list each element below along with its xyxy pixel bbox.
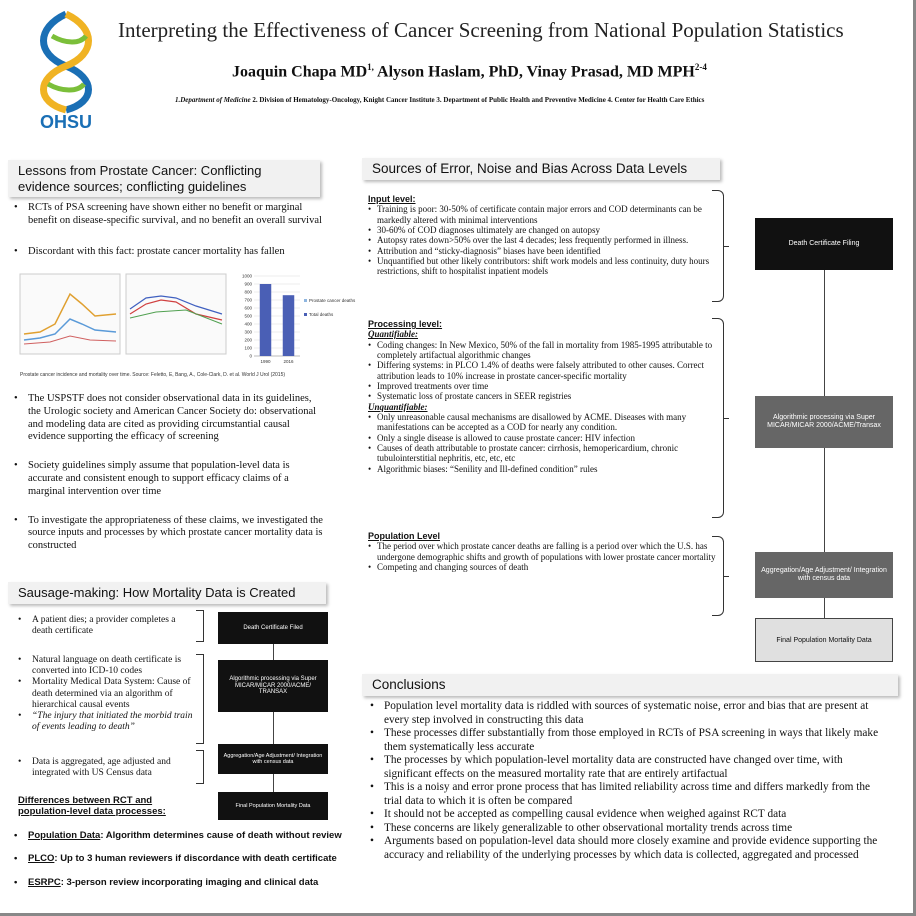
list-item: • Differing systems: in PLCO 1.4% of deaths were falsely attributed to other causes. Correct attribution leads to 10% increase in prostate cancer-specific mortality xyxy=(368,360,718,381)
list-item: • Unquantified but other likely contributors: shift work models and less continuity, duty hours restrictions, shift to hospitalist inpatient models xyxy=(368,256,718,277)
list-item xyxy=(14,853,354,864)
list-item: • Population level mortality data is riddled with sources of systematic noise, error and bias that are present at every step involved in constructing this data xyxy=(370,700,890,727)
poster-title: Interpreting the Effectiveness of Cancer Screening from National Population Statistics xyxy=(118,18,844,42)
y-tick-label: 100 xyxy=(244,345,252,351)
flow-arrow xyxy=(273,644,274,660)
list-item: • Training is poor: 30-50% of certificate contain major errors and COD determinants can be markedly altered with minimal interventions xyxy=(368,204,718,225)
flow-arrow xyxy=(273,712,274,744)
quantifiable-list xyxy=(368,340,718,402)
x-tick-label: 2016 xyxy=(283,359,294,364)
bar-total-deaths xyxy=(283,295,295,356)
quantifiable-label: Quantifiable: xyxy=(368,329,419,340)
y-tick-label: 500 xyxy=(244,313,252,319)
population-level-title: Population Level xyxy=(368,531,441,541)
author-2-sup: 2-4 xyxy=(694,62,707,72)
unquantifiable-label: Unquantifiable: xyxy=(368,401,428,412)
legend-swatch xyxy=(304,299,307,302)
list-item xyxy=(14,877,354,888)
flow-box-aggregation: Aggregation/Age Adjustment/ Integration with census data xyxy=(218,744,328,774)
list-item xyxy=(14,830,354,841)
bracket-processing xyxy=(712,318,724,518)
y-tick-label: 600 xyxy=(244,305,252,311)
diff-text: : 3-person review incorporating imaging and clinical data xyxy=(60,876,319,888)
flow-arrow xyxy=(824,270,825,396)
legend-label: Total deaths xyxy=(309,312,334,317)
flow-arrow xyxy=(273,774,274,792)
bar-chart xyxy=(230,270,356,370)
list-item: • These concerns are likely generalizable to other observational mortality trends across time xyxy=(370,822,890,836)
sources-heading: Sources of Error, Noise and Bias Across Data Levels xyxy=(362,158,720,180)
unquantifiable-list xyxy=(368,412,718,474)
author-line xyxy=(232,62,707,81)
author-2: Alyson Haslam, PhD, Vinay Prasad, MD MPH xyxy=(377,63,695,81)
list-item: • Discordant with this fact: prostate cancer mortality has fallen xyxy=(14,246,324,259)
incidence-line-chart xyxy=(20,274,120,354)
y-tick-label: 900 xyxy=(244,281,252,287)
list-item: • The processes by which population-level mortality data are constructed have changed over time, with significant effects on the measured mortality rate that are entirely artifactual xyxy=(370,754,890,781)
processing-level-title: Processing level: xyxy=(368,319,443,329)
list-item: • Competing and changing sources of death xyxy=(368,562,718,572)
list-item: • It should not be accepted as compelling causal evidence when weighed against RCT data xyxy=(370,808,890,822)
differences-list xyxy=(14,830,354,900)
conclusions-list xyxy=(370,700,890,863)
bracket-2 xyxy=(196,654,204,744)
flow-box-final: Final Population Mortality Data xyxy=(218,792,328,820)
y-tick-label: 1000 xyxy=(241,273,252,279)
list-item: • Society guidelines simply assume that population-level data is accurate and consistent enough to support efficacy claims of a marginal intervention over time xyxy=(14,460,324,498)
flow-box-death-certificate: Death Certificate Filed xyxy=(218,612,328,644)
y-tick-label: 0 xyxy=(249,353,252,359)
differences-title: Differences between RCT and population-level data processes: xyxy=(18,795,166,818)
y-tick-label: 400 xyxy=(244,321,252,327)
bracket-1 xyxy=(196,610,204,642)
list-item: • Arguments based on population-level data should more closely examine and provide evidence supporting the accuracy and reliability of the underlying processes by which data is collected, aggregated and processed xyxy=(370,835,890,862)
diff-text: : Algorithm determines cause of death without review xyxy=(100,830,342,841)
list-item: • Mortality Medical Data System: Cause of death determined via an algorithm of hierarchical causal events xyxy=(18,677,196,711)
flow-group-1 xyxy=(18,615,196,637)
source-box-aggregation: Aggregation/Age Adjustment/ Integration with census data xyxy=(755,552,893,598)
mortality-line-chart xyxy=(126,274,226,354)
chart-area xyxy=(20,270,356,375)
y-tick-label: 800 xyxy=(244,289,252,295)
affiliations xyxy=(175,96,704,104)
list-item: • 30-60% of COD diagnoses ultimately are changed on autopsy xyxy=(368,225,718,235)
flow-arrow xyxy=(824,448,825,552)
sausage-heading: Sausage-making: How Mortality Data is Created xyxy=(8,582,326,604)
list-item: • Only unreasonable causal mechanisms are disallowed by ACME. Diseases with many manifestations can be accepted as a COD for nearly any condition. xyxy=(368,412,718,433)
list-item: • The USPSTF does not consider observational data in its guidelines, the Urologic society and American Cancer Society do: observational and modeling data are cited as providing circumstantial causal evidence supporting the efficacy of screening xyxy=(14,393,324,444)
y-tick-label: 200 xyxy=(244,337,252,343)
list-item: • Data is aggregated, age adjusted and integrated with US Census data xyxy=(18,757,196,779)
list-item: • A patient dies; a provider completes a death certificate xyxy=(18,615,196,637)
chart-caption: Prostate cancer incidence and mortality over time. Source: Feletto, E, Bang, A., Cole-Clark, D. et al. World J Urol (2015) xyxy=(20,372,286,378)
list-item: • These processes differ substantially from those employed in RCTs of PSA screening in ways that likely make them systematically less accurate xyxy=(370,727,890,754)
list-item: • Coding changes: In New Mexico, 50% of the fall in mortality from 1985-1995 attributable to completely artifactual algorithmic changes xyxy=(368,340,718,361)
flow-arrow xyxy=(824,598,825,618)
population-list xyxy=(368,541,718,572)
list-item-quote: • “The injury that initiated the morbid train of events leading to death” xyxy=(18,711,196,733)
flow-box-algorithmic: Algorithmic processing via Super MICAR/MICAR 2000/ACME/ TRANSAX xyxy=(218,660,328,712)
flow-group-3 xyxy=(18,757,196,779)
list-item: • Natural language on death certificate is converted into ICD-10 codes xyxy=(18,655,196,677)
input-level-title: Input level: xyxy=(368,194,416,204)
bracket-3 xyxy=(196,750,204,784)
lessons-list-2 xyxy=(14,393,324,553)
affiliation-rest: 2. Division of Hematology-Oncology, Knight Cancer Institute 3. Department of Public Health and Preventive Medicine 4. Center for Health Care Ethics xyxy=(250,96,705,104)
list-item: • Algorithmic biases: “Senility and Ill-defined condition” rules xyxy=(368,464,718,474)
list-item: • RCTs of PSA screening have shown either no benefit or marginal benefit on disease-specific survival, and no benefit an overall survival xyxy=(14,202,324,228)
population-level xyxy=(368,531,718,572)
diff-label: PLCO xyxy=(28,853,55,865)
bracket-input xyxy=(712,190,724,302)
y-tick-label: 700 xyxy=(244,297,252,303)
list-item: • This is a noisy and error prone process that has limited reliability across time and differs markedly from the trial data to which it is often be compared xyxy=(370,781,890,808)
input-level xyxy=(368,194,718,277)
list-item: • Improved treatments over time xyxy=(368,381,718,391)
legend-label: Prostate cancer deaths xyxy=(309,298,356,303)
source-box-algorithmic: Algorithmic processing via Super MICAR/MICAR 2000/ACME/Transax xyxy=(755,396,893,448)
y-tick-label: 300 xyxy=(244,329,252,335)
diff-label: ESRPC xyxy=(28,876,61,888)
helix-icon xyxy=(22,6,110,132)
list-item: • Autopsy rates down>50% over the last 4 decades; less frequently performed in illness. xyxy=(368,235,718,245)
author-1: Joaquin Chapa MD xyxy=(232,63,368,81)
legend-swatch xyxy=(304,313,307,316)
list-item: • The period over which prostate cancer deaths are falling is a period over which the U.S. has undergone demographic shifts and growth of populations with lower prostate cancer mortality xyxy=(368,541,718,562)
list-item: • Attribution and “sticky-diagnosis” biases have been identified xyxy=(368,246,718,256)
affiliation-1: 1.Department of Medicine xyxy=(175,96,251,104)
list-item: • Causes of death attributable to prostate cancer: cirrhosis, hemopericardium, chronic tubulointerstitial nephritis, etc, etc, etc xyxy=(368,443,718,464)
diff-label: Population Data xyxy=(28,830,101,841)
processing-level xyxy=(368,319,718,474)
ohsu-logo xyxy=(22,6,110,132)
lessons-list-1 xyxy=(14,202,324,258)
diff-text: : Up to 3 human reviewers if discordance with death certificate xyxy=(54,853,337,865)
flow-group-2 xyxy=(18,655,196,733)
author-1-sup: 1, xyxy=(367,62,374,72)
conclusions-heading: Conclusions xyxy=(362,674,898,696)
source-box-death-certificate: Death Certificate Filing xyxy=(755,218,893,270)
source-box-final: Final Population Mortality Data xyxy=(755,618,893,662)
input-level-list xyxy=(368,204,718,276)
logo-text: OHSU xyxy=(39,112,93,132)
list-item: • To investigate the appropriateness of these claims, we investigated the source inputs and processes by which prostate cancer mortality data is constructed xyxy=(14,515,324,553)
x-tick-label: 1990 xyxy=(260,359,271,364)
list-item: • Only a single disease is allowed to cause prostate cancer: HIV infection xyxy=(368,433,718,443)
list-item: • Systematic loss of prostate cancers in SEER registries xyxy=(368,391,718,401)
bracket-population xyxy=(712,536,724,616)
bar-total-deaths xyxy=(260,284,272,356)
lessons-heading: Lessons from Prostate Cancer: Conflicting evidence sources; conflicting guidelines xyxy=(8,160,320,197)
